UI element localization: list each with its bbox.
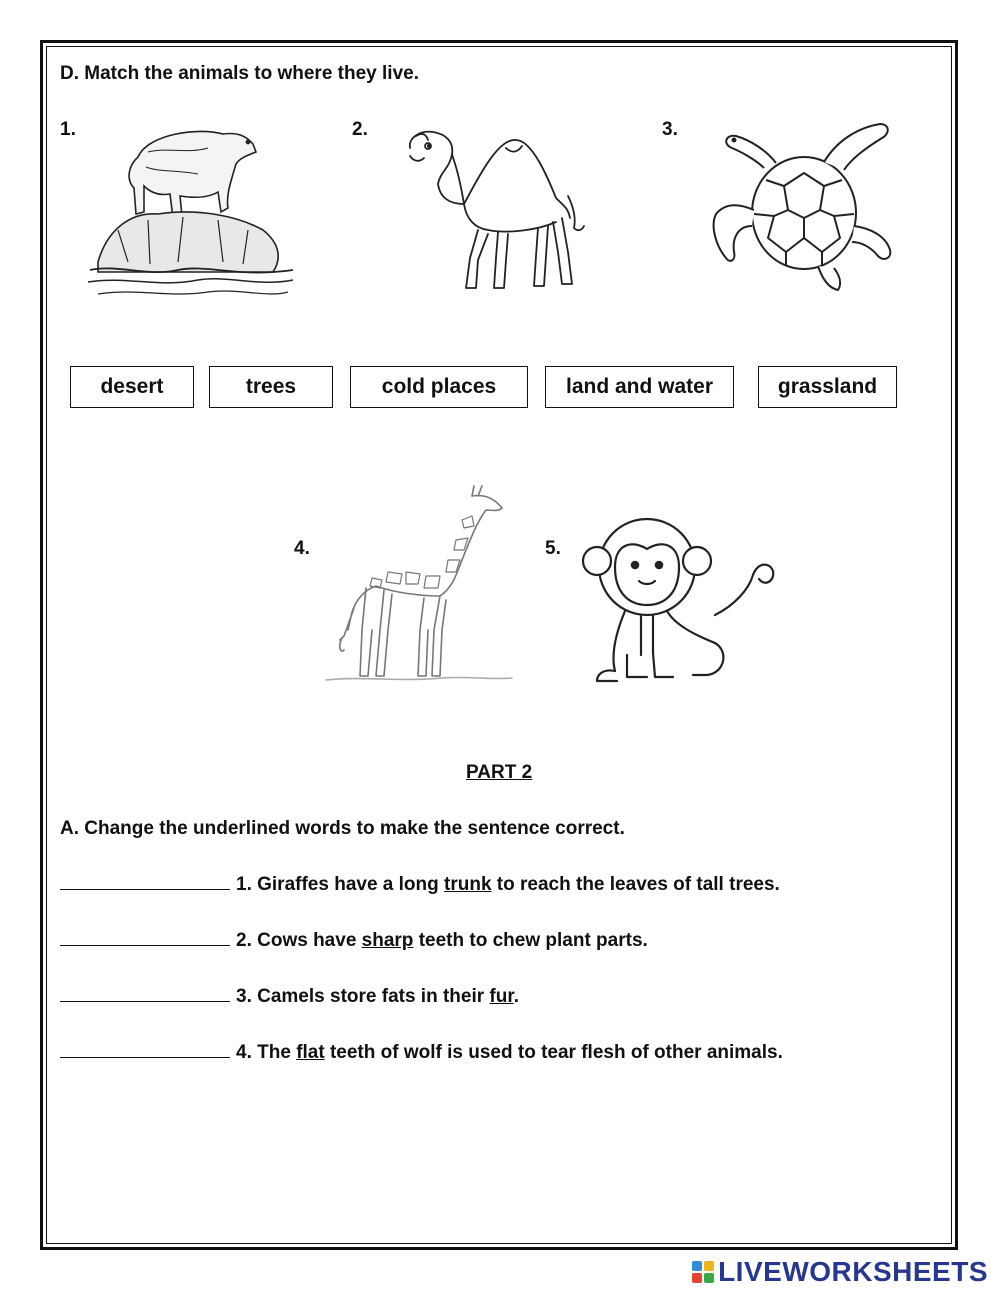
sentence-2-underlined-word: sharp <box>361 930 414 951</box>
animal-number-3: 3. <box>662 119 678 140</box>
sentence-4-text-before: 4. The <box>236 1042 297 1063</box>
answer-blank-2[interactable] <box>60 929 230 946</box>
word-trees[interactable]: trees <box>209 366 333 408</box>
logo-grid-icon <box>692 1261 714 1283</box>
word-cold-places[interactable]: cold places <box>350 366 528 408</box>
sentence-4 <box>60 1041 783 1064</box>
sentence-2 <box>60 929 648 952</box>
sentence-3 <box>60 985 519 1008</box>
sentence-3-text-before: 3. Camels store fats in their <box>236 986 490 1007</box>
brand-text: LIVEWORKSHEETS <box>718 1256 988 1287</box>
part2-title: PART 2 <box>466 762 533 783</box>
section-a-heading: A. Change the underlined words to make the sentence correct. <box>60 818 625 839</box>
answer-blank-3[interactable] <box>60 985 230 1002</box>
animal-number-1: 1. <box>60 119 76 140</box>
turtle-image <box>706 118 896 303</box>
sentence-2-text-before: 2. Cows have <box>236 930 362 951</box>
polar-bear-image <box>88 112 298 307</box>
animal-number-4: 4. <box>294 538 310 559</box>
sentence-4-text-after: teeth of wolf is used to tear flesh of other animals. <box>324 1042 783 1063</box>
animal-number-2: 2. <box>352 119 368 140</box>
logo-square-yellow <box>704 1261 714 1271</box>
camel-image <box>398 118 588 298</box>
monkey-image <box>575 505 780 690</box>
word-land-and-water[interactable]: land and water <box>545 366 734 408</box>
answer-blank-4[interactable] <box>60 1041 230 1058</box>
sentence-1 <box>60 873 780 896</box>
sentence-1-text-after: to reach the leaves of tall trees. <box>491 874 780 895</box>
answer-blank-1[interactable] <box>60 873 230 890</box>
giraffe-image <box>322 480 522 690</box>
word-grassland[interactable]: grassland <box>758 366 897 408</box>
logo-square-blue <box>692 1261 702 1271</box>
sentence-1-text-before: 1. Giraffes have a long <box>236 874 445 895</box>
sentence-3-underlined-word: fur <box>489 986 514 1007</box>
animal-number-5: 5. <box>545 538 561 559</box>
logo-square-green <box>704 1273 714 1283</box>
liveworksheets-logo <box>692 1256 988 1288</box>
word-desert[interactable]: desert <box>70 366 194 408</box>
section-d-heading: D. Match the animals to where they live. <box>60 63 419 84</box>
sentence-3-text-after: . <box>513 986 519 1007</box>
sentence-4-underlined-word: flat <box>296 1042 325 1063</box>
sentence-1-underlined-word: trunk <box>444 874 492 895</box>
logo-square-red <box>692 1273 702 1283</box>
sentence-2-text-after: teeth to chew plant parts. <box>413 930 648 951</box>
